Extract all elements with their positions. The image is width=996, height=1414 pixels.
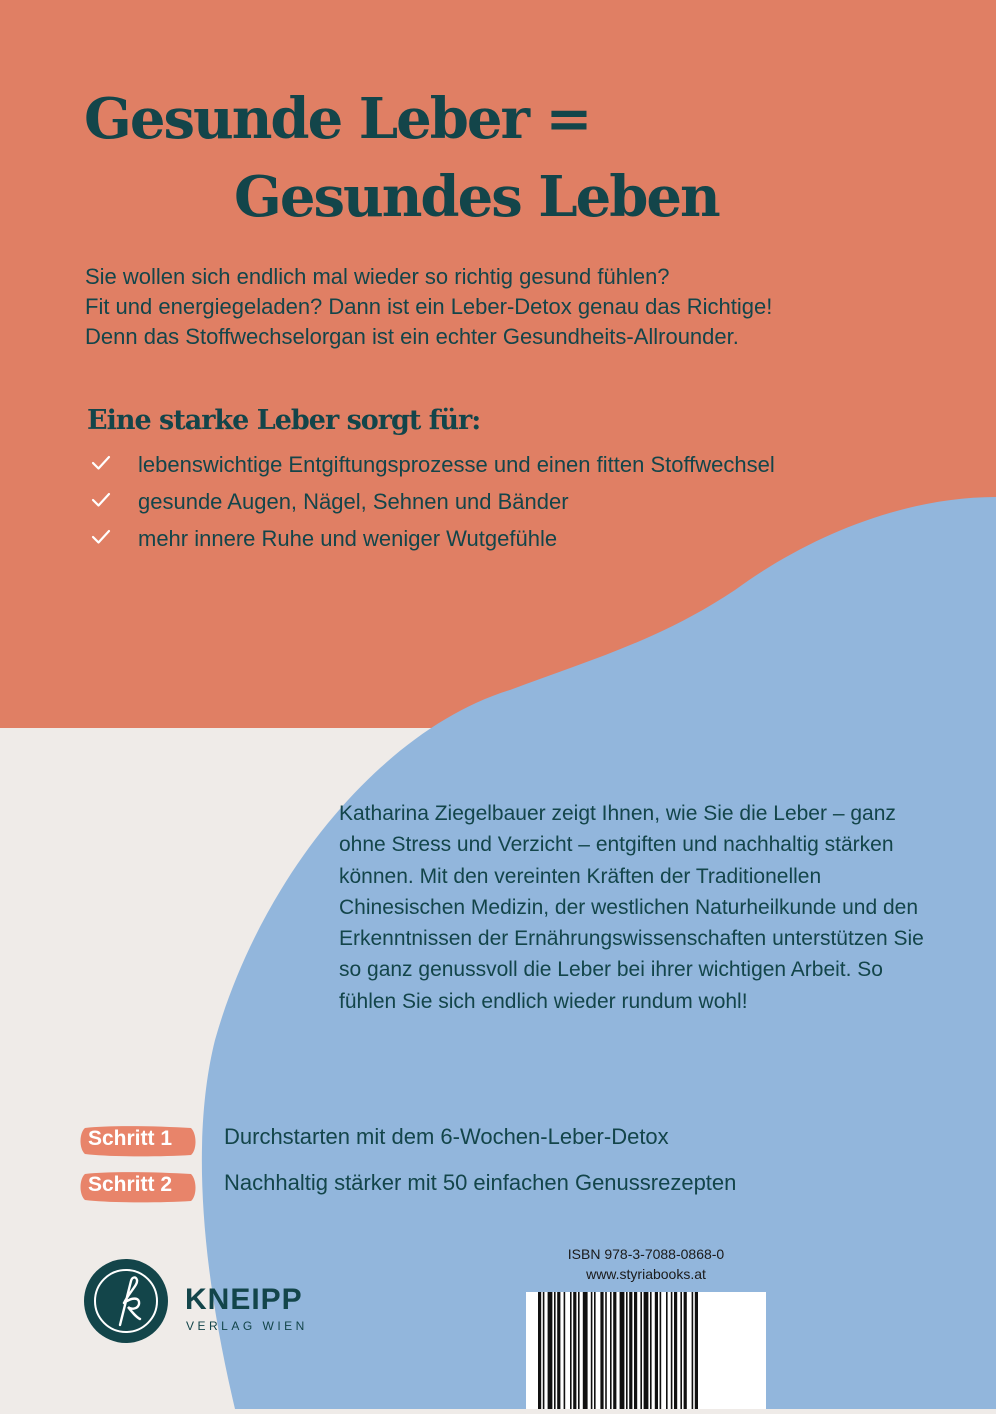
publisher-subtitle: VERLAG WIEN <box>186 1319 308 1333</box>
step-badge <box>79 1124 195 1156</box>
intro-line: Sie wollen sich endlich mal wieder so richtig gesund fühlen? <box>85 264 670 289</box>
intro-line: Fit und energiegeladen? Dann ist ein Leber-Detox genau das Richtige! <box>85 294 773 319</box>
step-text: Durchstarten mit dem 6-Wochen-Leber-Detox <box>224 1124 669 1149</box>
isbn-number: ISBN 978-3-7088-0868-0 <box>567 1246 725 1262</box>
kneipp-logo-icon <box>84 1259 168 1343</box>
title-line-1: Gesunde Leber = <box>84 86 591 152</box>
isbn-block <box>526 1244 766 1284</box>
intro-paragraph <box>85 262 945 352</box>
step-badge-label: Schritt 2 <box>88 1173 173 1196</box>
step-text: Nachhaltig stärker mit 50 einfachen Genussrezepten <box>224 1170 737 1195</box>
publisher-logo <box>84 1259 324 1349</box>
publisher-name: KNEIPP <box>185 1283 303 1316</box>
step-badge <box>79 1170 195 1202</box>
check-icon <box>90 452 112 474</box>
publisher-url: www.styriabooks.at <box>586 1266 706 1282</box>
title-line-2: Gesundes Leben <box>234 164 719 230</box>
benefit-text: gesunde Augen, Nägel, Sehnen und Bänder <box>138 489 569 514</box>
check-icon <box>90 526 112 548</box>
check-icon <box>90 489 112 511</box>
benefit-text: mehr innere Ruhe und weniger Wutgefühle <box>138 526 558 551</box>
step-badge-label: Schritt 1 <box>88 1127 173 1150</box>
intro-line: Denn das Stoffwechselorgan ist ein echter Gesundheits-Allrounder. <box>85 324 739 349</box>
benefit-text: lebenswichtige Entgiftungsprozesse und einen fitten Stoffwechsel <box>138 452 775 477</box>
barcode <box>526 1292 766 1409</box>
description-paragraph: Katharina Ziegelbauer zeigt Ihnen, wie Sie die Leber – ganz ohne Stress und Verzicht – entgiften und nachhaltig stärken können. Mit den vereinten Kräften der Traditionellen Chinesischen Medizin, der westlichen Naturheilkunde und den Erkenntnissen der Ernährungswissenschaften unterstützen Sie so ganz genussvoll die Leber bei ihrer wichtigen Arbeit. So fühlen Sie sich endlich wieder rundum wohl! <box>339 802 924 1013</box>
benefits-heading: Eine starke Leber sorgt für: <box>87 405 481 436</box>
